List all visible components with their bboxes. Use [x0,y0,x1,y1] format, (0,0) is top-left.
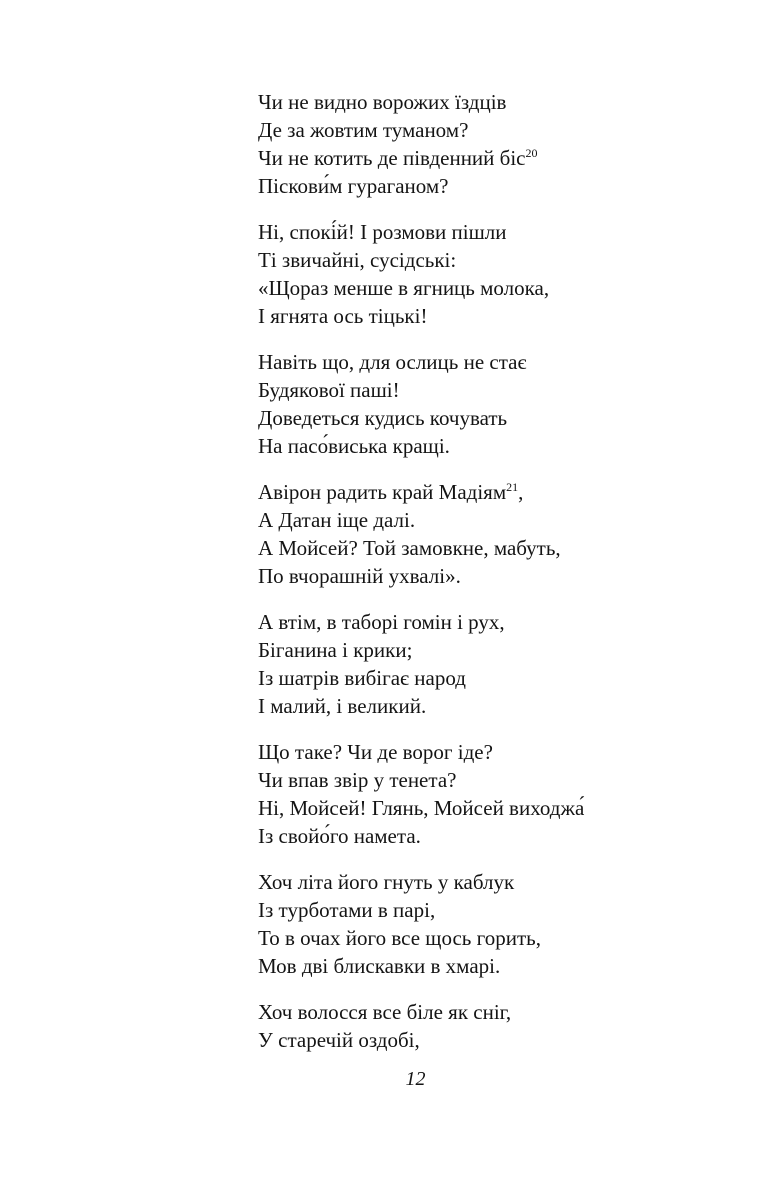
verse-line: Мов дві блискавки в хмарі. [258,954,501,978]
verse-line: Із турботами в парі, [258,898,436,922]
verse-line: На пасо́виська кращі. [258,434,450,458]
verse-line: «Щораз менше в ягниць молока, [258,276,550,300]
verse-line: А втім, в таборі гомін і рух, [258,610,505,634]
stanza [258,738,584,850]
verse-line: Хоч літа його гнуть у каблук [258,870,515,894]
verse-line: Ті звичайні, сусідські: [258,248,457,272]
footnote-reference: 21 [506,480,519,494]
verse-line: Навіть що, для ослиць не стає [258,350,527,374]
verse-line: А Датан іще далі. [258,508,416,532]
verse-line: Ні, спокі́й! І розмови пішли [258,220,507,244]
verse-line: Біганина і крики; [258,638,413,662]
stanza [258,478,584,590]
verse-line: По вчорашній ухвалі». [258,564,461,588]
stanza [258,998,584,1054]
verse-line: Де за жовтим туманом? [258,118,469,142]
verse-line: Піскови́м гураганом? [258,174,449,198]
verse-line: Із шатрів вибігає народ [258,666,466,690]
poem-text [258,88,584,1072]
verse-line: А Мойсей? Той замовкне, мабуть, [258,536,561,560]
verse-line: Із свойо́го намета. [258,824,421,848]
stanza [258,608,584,720]
verse-line [258,144,584,172]
verse-line: Ні, Мойсей! Глянь, Мойсей виходжа́ [258,796,585,820]
verse-line: Хоч волосся все біле як сніг, [258,1000,512,1024]
verse-line: Доведеться кудись кочувать [258,406,508,430]
verse-line: І ягнята ось тіцькі! [258,304,428,328]
verse-line-text: Авірон радить край Мадіям [258,480,507,504]
stanza [258,348,584,460]
stanza [258,88,584,200]
verse-line: То в очах його все щось горить, [258,926,541,950]
verse-line: У старечій оздобі, [258,1028,420,1052]
verse-line: Будякової паші! [258,378,400,402]
verse-line: І малий, і великий. [258,694,427,718]
verse-line [258,478,584,506]
verse-line-text: , [518,480,524,504]
verse-line: Що таке? Чи де ворог іде? [258,740,493,764]
page-number: 12 [405,1068,426,1090]
verse-line: Чи впав звір у тенета? [258,768,457,792]
verse-line: Чи не видно ворожих їздців [258,90,507,114]
verse-line-text: Чи не котить де південний біс [258,146,526,170]
stanza [258,218,584,330]
stanza [258,868,584,980]
footnote-reference: 20 [525,146,538,160]
